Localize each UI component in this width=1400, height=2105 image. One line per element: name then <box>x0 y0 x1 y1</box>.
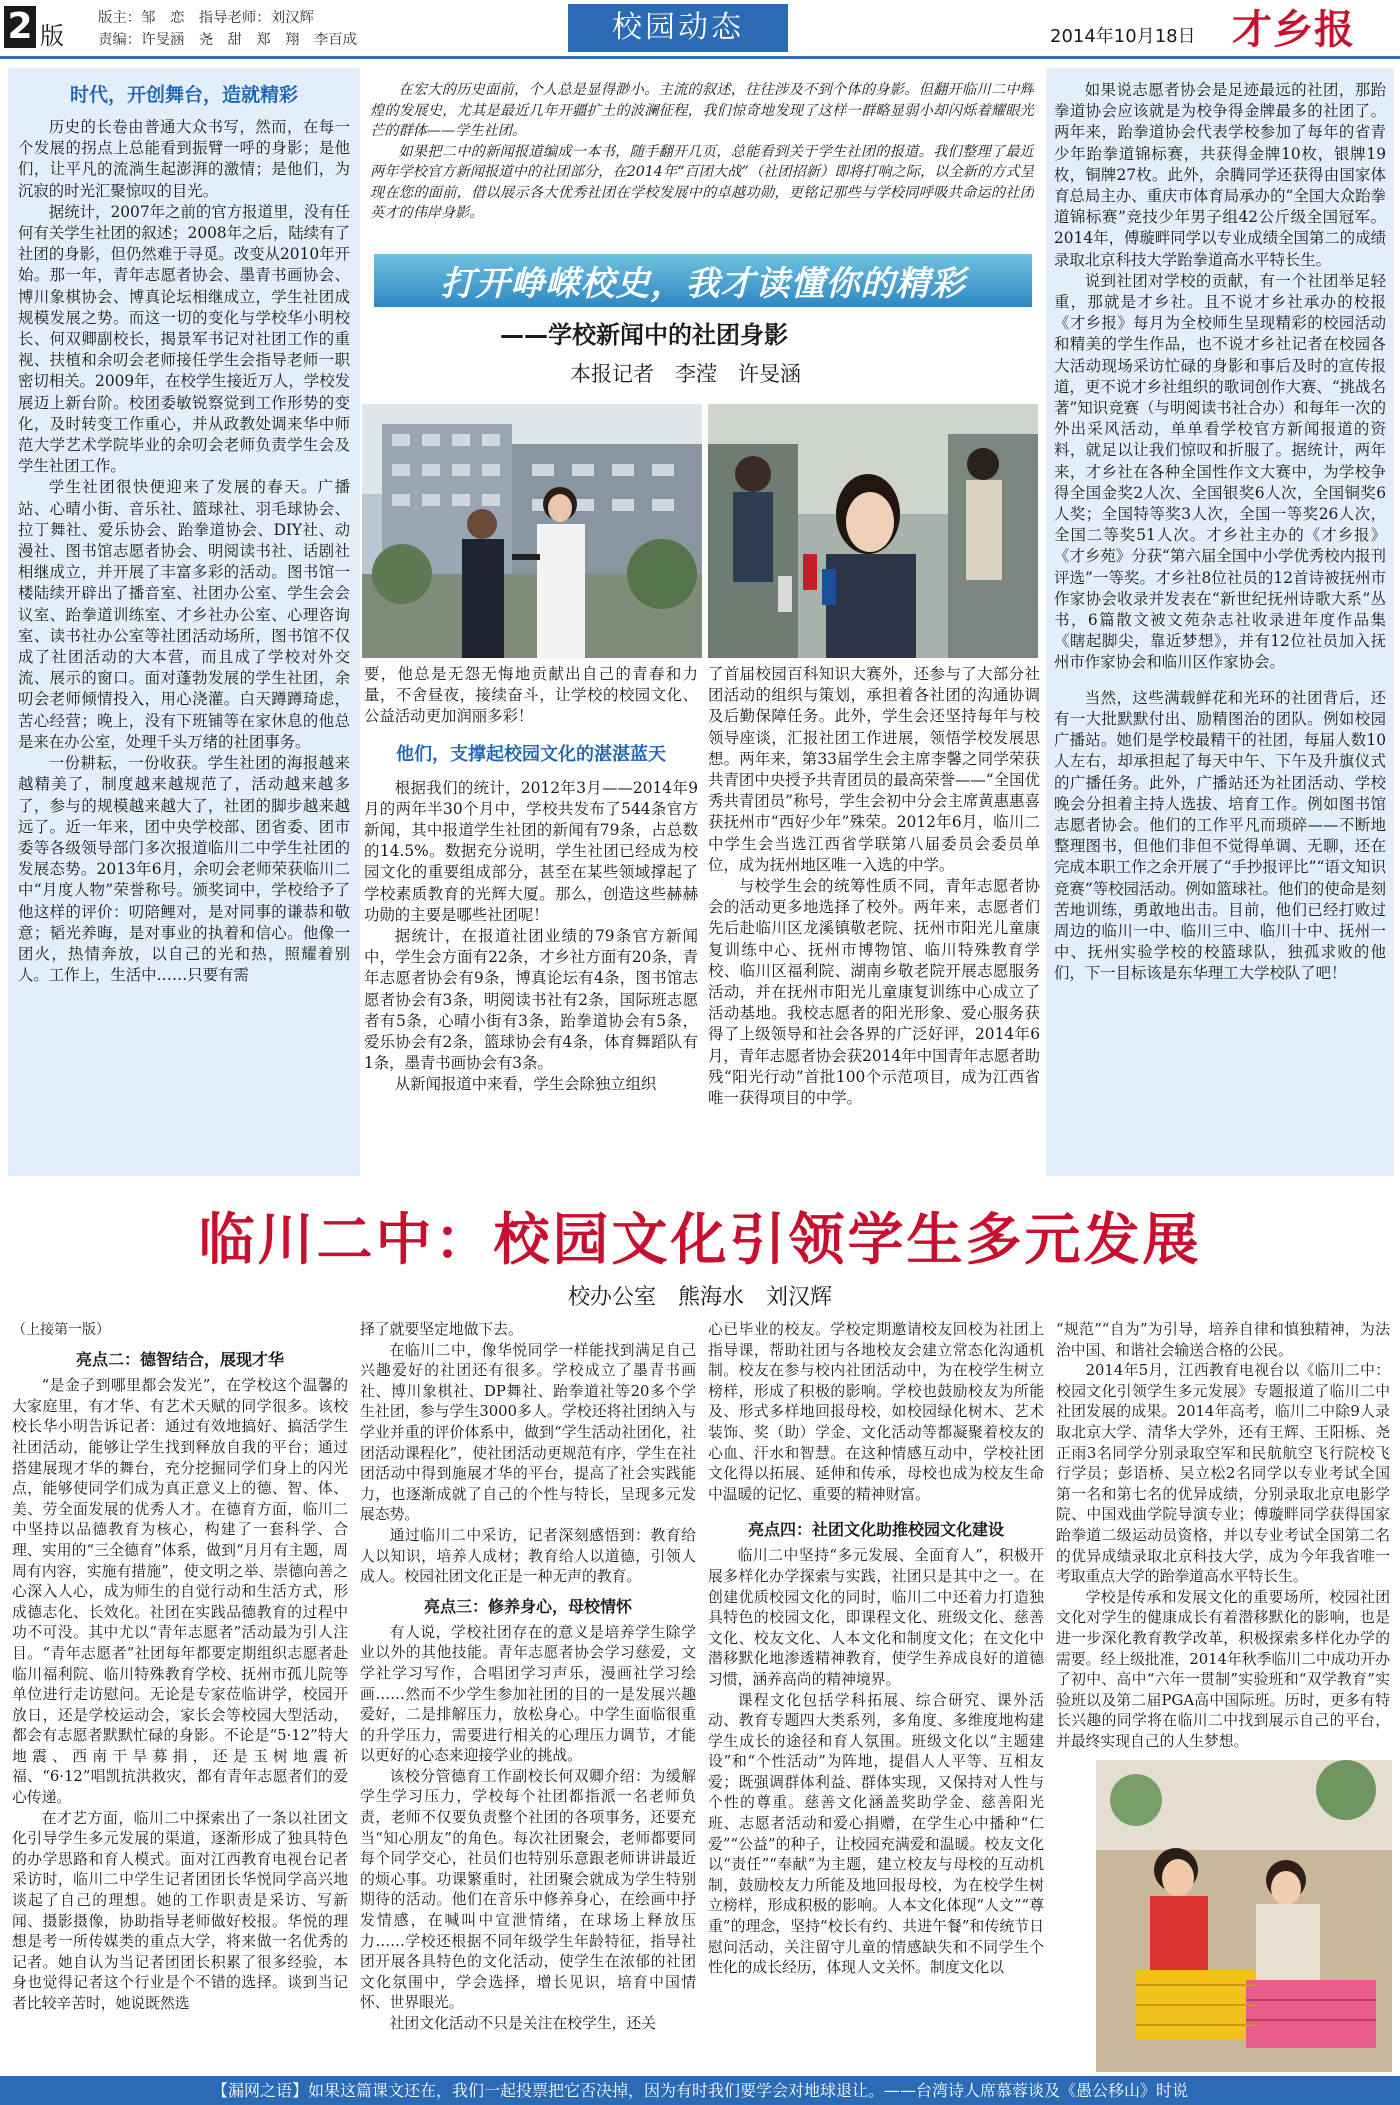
left-para-3: 学生社团很快便迎来了发展的春天。广播站、心晴小街、音乐社、篮球社、羽毛球协会、拉丁舞社、爱乐协会、跆拳道协会、DIY社、动漫社、图书馆志愿者协会、明阅读书社、话剧社相继成立，并开展了丰富多彩的活动。图书馆一楼陆续开辟出了播音室、社团办公室、学生会会议室、跆拳道训练室、才乡社办公室、心理咨询室、读书社办公室等社团活动场所，图书馆不仅成了社团活动的大本营，而且成了学校对外交流、展示的窗口。面对蓬勃发展的学生社团，余叨会老师倾情投入，用心浇灌。白天蹲蹲琦虑，苦心经营；晚上，没有下班铺等在家休息的他总是来在办公室，处理千头万绪的社团事务。 <box>18 478 350 751</box>
bottom-col2-para-2: 在临川二中，像华悦同学一样能找到满足自己兴趣爱好的社团还有很多。学校成立了墨青书画社、博川象棋社、DP舞社、跆拳道社等20多个学生社团，参与学生3000多人。学校还将社团纳入与学业并重的评价体系中，做到“学生活动社团化，社团活动课程化”，使社团活动更规范有序，学生在社团活动中得到施展才华的平台，提高了社会实践能力，也逐渐成就了自己的个性与特长，呈现多元发展态势。 <box>360 1341 696 1524</box>
page-number: 2 <box>4 6 36 48</box>
left-para-2: 据统计，2007年之前的官方报道里，没有任何有关学生社团的叙述；2008年之后，陆续有了社团的身影，但仍然难于寻觅。改变从2010年开始。那一年，青年志愿者协会、墨青书画协会、博川象棋协会、博真论坛相继成立，学生社团成规模发展之势。而这一切的变化与学校华小明校长、何双卿副校长，揭景军书记对社团工作的重视、扶植和余叨会老师接任学生会指导老师一职密切相关。2009年，在校学生接近万人，学校发展迈上新台阶。校团委敏锐察觉到工作形势的变化，及时转变工作重心，并从政教处调来华中师范大学艺术学院毕业的余叨会老师负责学生会及学生社团工作。 <box>18 202 350 476</box>
center-a-para-2: 根据我们的统计，2012年3月——2014年9月的两年半30个月中，学校共发布了544条官方新闻，其中报道学生社团的新闻有79条，占总数的14.5%。数据充分说明，学生社团已经成为校园文化的重要组成部分，甚至在某些领域撑起了学校素质教育的光辉大厦。那么，创造这些赫赫功勋的主要是哪些社团呢！ <box>364 778 698 924</box>
footer-quote: 【漏网之语】如果这篇课文还在，我们一起投票把它否决掉，因为有时我们要学会对地球退让。——台湾诗人席慕蓉谈及《愚公移山》时说 <box>0 2076 1400 2105</box>
bottom-col3-para-1: 心已毕业的校友。学校定期邀请校友回校为社团上指导课，帮助社团与各地校友会建立常态化沟通机制。校友在参与校内社团活动中，为在校学生树立榜样，形成了积极的影响。学校也鼓励校友为所能及、形式多样地回报母校，如校园绿化树木、艺术装饰、奖（助）学金、文化活动等都凝聚着校友的心血、汗水和智慧。在这种情感互动中，学校社团文化得以拓展、延伸和传承，母校也成为校友生命中温暖的记忆、重要的精神财富。 <box>708 1321 1044 1503</box>
editors-line-1: 版主：邹 恋 指导老师：刘汉辉 <box>98 10 314 26</box>
header-rule <box>0 56 1400 59</box>
center-a-title: 他们，支撑起校园文化的湛湛蓝天 <box>396 743 666 765</box>
photo-interview-microphones <box>708 404 1038 658</box>
left-column <box>18 74 350 1172</box>
center-a-para-1: 要，他总是无怨无悔地贡献出自己的青春和力量，不舍昼夜，接续奋斗，让学校的校园文化、公益活动更加润丽多彩！ <box>364 665 698 726</box>
intro-para-1: 在宏大的历史面前，个人总是显得渺小。主流的叙述，往往涉及不到个体的身影。但翻开临川二中辉煌的发展史，尤其是最近几年开疆扩土的波澜征程，我们惊奇地发现了这样一群略显弱小却闪烁着耀眼光芒的群体——学生社团。 <box>370 82 1034 139</box>
center-a-para-4: 从新闻报道中来看，学生会除独立组织 <box>394 1075 657 1094</box>
bottom-col1-para-1: “是金子到哪里都会发光”，在学校这个温馨的大家庭里，有才华、有艺术天赋的同学很多。该校校长华小明告诉记者：通过有效地搞好、搞活学生社团活动，能够让学生找到释放自我的平台；通过搭建展现才华的舞台，充分挖掘同学们身上的闪光点，能够使同学们成为真正意义上的德、智、体、美、劳全面发展的优秀人才。在德育方面，临川二中坚持以品德教育为核心，构建了一套科学、合理、实用的“三全德育”体系，做到“月月有主题，周周有内容，实施有措施”，使文明之举、崇德向善之心深入人心，成为师生的自觉行动和生活方式，形成德志化、长效化。社团在实践品德教育的过程中功不可没。其中尤以“青年志愿者”活动最为引人注目。“青年志愿者”社团每年都要定期组织志愿者赴临川福利院、临川特殊教育学校、抚州市孤儿院等单位进行走访慰问。无论是专家莅临讲学，校园开放日，还是学校运动会，家长会等校园大型活动，都会有志愿者默默忙碌的身影。不论是“5·12”特大地震、西南干旱募捐，还是玉树地震祈福、“6·12”唱凯抗洪救灾，都有青年志愿者们的爱心传递。 <box>12 1377 348 1807</box>
bottom-col-2 <box>360 1320 696 2072</box>
main-story-byline: 校办公室 熊海水 刘汉辉 <box>567 1285 832 1310</box>
editors-line-2: 责编：许旻涵 尧 甜 郑 翔 李百成 <box>98 32 358 48</box>
right-para-1: 如果说志愿者协会是足迹最远的社团，那跆拳道协会应该就是为校争得金牌最多的社团了。两年来，跆拳道协会代表学校参加了每年的省青少年跆拳道锦标赛，共获得金牌10枚，银牌19枚，铜牌27枚。此外，余腾同学还获得由国家体育总局主办、重庆市体育局承办的“全国大众跆拳道锦标赛”竞技少年男子组42公斤级全国冠军。2014年，傅璇畔同学以专业成绩全国第二的成绩录取北京科技大学跆拳道高水平特长生。 <box>1054 81 1386 269</box>
feature-headline: 打开峥嵘校史，我才读懂你的精彩 <box>374 254 1032 307</box>
photo-interview-outdoor <box>362 404 702 658</box>
center-b-para-2: 与校学生会的统筹性质不同，青年志愿者协会的活动更多地选择了校外。两年来，志愿者们先后赴临川区龙溪镇敬老院、抚州市阳光儿童康复训练中心、抚州市博物馆、临川特殊教育学校、临川区福利院、湖南乡敬老院开展志愿服务活动，并在抚州市阳光儿童康复训练中心成立了活动基地。我校志愿者的阳光形象、爱心服务获得了上级领导和社会各界的广泛好评，2014年6月，青年志愿者协会获2014年中国青年志愿者助残“阳光行动”首批100个示范项目，成为江西省唯一获得项目的中学。 <box>708 877 1040 1108</box>
bottom-col2-para-6: 社团文化活动不只是关注在校学生，还关 <box>389 2015 656 2032</box>
left-para-1: 历史的长卷由普通大众书写，然而，在每一个发展的拐点上总能看到振臂一呼的身影；是他们，让平凡的流淌生起澎湃的激情；是他们，为沉寂的时光汇聚惊叹的目光。 <box>18 118 350 200</box>
photo-children-baskets <box>1096 1760 1392 2072</box>
bottom-col3-title: 亮点四：社团文化助推校园文化建设 <box>747 1520 1004 1540</box>
bottom-col1-para-2: 在才艺方面，临川二中探索出了一条以社团文化引导学生多元发展的渠道，逐渐形成了独具特色的办学思路和育人模式。面对江西教育电视台记者采访时，临川二中学生记者团团长华悦同学高兴地谈起了自己的理想。她的工作职责是采访、写新闻、摄影摄像，协助指导老师做好校报。华悦的理想是考一所传媒类的重点大学，将来做一名优秀的记者。她自认为当记者团团长积累了很多经验，本身也觉得记者这个行业是个不错的选择。谈到当记者比较辛苦时，她说既然选 <box>12 1809 348 2013</box>
bottom-col3-para-3: 课程文化包括学科拓展、综合研究、课外活动、教育专题四大类系列，多角度、多维度地构建学生成长的途径和育人氛围。班级文化以“主题建设”和“个性活动”为阵地，提倡人人平等、互相友爱；既强调群体利益、群体实现，又保持对人性与个性的尊重。慈善文化涵盖奖助学金、慈善阳光班、志愿者活动和爱心捐赠，在学生心中播种“仁爱”“公益”的种子，让校园充满爱和温暖。校友文化以“责任”“奉献”为主题，建立校友与母校的互动机制，鼓励校友力所能及地回报母校，为在校学生树立榜样，形成积极的影响。人本文化体现“人文”“尊重”的理念，坚持“校长有约、共进午餐”和传统节日慰问活动，关注留守儿童的情感缺失和不同学生个性化的成长经历，体现人文关怀。制度文化以 <box>708 1691 1044 1977</box>
left-column-title: 时代，开创舞台，造就精彩 <box>69 84 298 106</box>
bottom-col4-para-2: 2014年5月，江西教育电视台以《临川二中：校园文化引领学生多元发展》专题报道了临川二中社团发展的成果。2014年高考，临川二中除9人录取北京大学、清华大学外，还有王辉、王阳栎、尧正雨3名同学分别录取空军和民航航空飞行院校飞行学员；彭语桥、吴立松2名同学以专业考试全国第一名和第七名的优异成绩，分别录取北京电影学院、中国戏曲学院导演专业；傅璇畔同学获得国家跆拳道二级运动员资格，并以专业考试全国第二名的优异成绩录取北京科技大学，成为今年我省唯一考取重点大学的跆拳道高水平特长生。 <box>1056 1362 1390 1586</box>
bottom-col-1 <box>12 1320 348 2072</box>
center-col-a <box>364 664 698 1176</box>
page-unit: 版 <box>40 22 64 50</box>
bottom-col1-title: 亮点二：德智结合，展现才华 <box>75 1350 284 1370</box>
bottom-col4-para-1: “规范”“自为”为引导，培养自律和慎独精神，为法治中国、和谐社会输送合格的公民。 <box>1056 1321 1390 1359</box>
bottom-col2-para-4: 有人说，学校社团存在的意义是培养学生除学业以外的其他技能。青年志愿者协会学习慈爱，文学社学习写作，合唱团学习声乐，漫画社学习绘画……然而不少学生参加社团的目的一是发展兴趣爱好，二是排解压力，放松身心。中学生面临很重的升学压力，需要进行相关的心理压力调节，才能以更好的心态来迎接学业的挑战。 <box>360 1623 696 1765</box>
issue-date: 2014年10月18日 <box>1050 26 1196 47</box>
bottom-col3-para-2: 临川二中坚持“多元发展、全面育人”，积极开展多样化办学探索与实践，社团只是其中之一。在创建优质校园文化的同时，临川二中还着力打造独具特色的校园文化，即课程文化、班级文化、慈善文化、校友文化、人本文化和制度文化；在文化中潜移默化地渗透精神教育，使学生养成良好的道德习惯，涵养高尚的精神境界。 <box>708 1547 1044 1688</box>
bottom-col-4 <box>1056 1320 1390 1758</box>
right-para-3: 当然，这些满载鲜花和光环的社团背后，还有一大批默默付出、励精图治的团队。例如校园广播站。她们是学校最精干的社团，每届人数10人左右，却承担起了每天中午、下午及升旗仪式的广播任务。此外，广播站还为社团活动、学校晚会分担着主持人选拔、培育工作。例如图书馆志愿者协会。他们的工作平凡而琐碎——不断地整理图书，但他们非但不觉得单调、无聊，还在完成本职工作之余开展了“手抄报评比”“语文知识竞赛”等校园活动。例如篮球社。他们的使命是刻苦地训练，勇敢地出击。目前，他们已经打败过周边的临川一中、临川三中、临川十中、抚州一中、抚州实验学校的校篮球队，独孤求败的他们，下一目标该是东华理工大学校队了吧！ <box>1054 688 1386 983</box>
right-para-2: 说到社团对学校的贡献，有一个社团举足轻重，那就是才乡社。且不说才乡社承办的校报《才乡报》每月为全校师生呈现精彩的校园活动和精美的学生作品，也不说才乡社记者在校园各大活动现场采访忙碌的身影和事后及时的宣传报道，更不说才乡社组织的歌词创作大赛、“挑战名著”知识竞赛（与明阅读书社合办）和每年一次的外出采风活动，单单看学校官方新闻报道的资料，就足以让我们惊叹和折服了。据统计，两年来，才乡社在各种全国性作文大赛中，为学校争得全国金奖2人次、全国银奖6人次，全国铜奖6人奖；全国特等奖3人次，全国一等奖26人次，全国二等奖51人次。才乡社主办的《才乡报》《才乡苑》分获“第六届全国中小学优秀校内报刊评选”一等奖。才乡社8位社员的12首诗被抚州市作家协会收录并发表在“新世纪抚州诗歌大系”丛书，6篇散文被文苑杂志社收录进年度作品集《瞎起脚尖，靠近梦想》，并有12位社员加入抚州市作家协会和临川区作家协会。 <box>1054 271 1386 672</box>
bottom-col2-para-3: 通过临川二中采访，记者深刻感悟到：教育给人以知识，培养人成材；教育给人以道德，引领人成人。校园社团文化正是一种无声的教育。 <box>360 1526 696 1586</box>
continued-note: （上接第一版） <box>12 1322 110 1338</box>
center-intro <box>370 80 1034 248</box>
bottom-col2-para-5: 该校分管德育工作副校长何双卿介绍：为缓解学生学习压力，学校每个社团都指派一名老师负责，老师不仅要负责整个社团的各项事务，还要充当“知心朋友”的角色。每次社团聚会，老师都要同每个同学交心，社员们也特别乐意跟老师讲讲最近的烦心事。功课繁重时，社团聚会就成为学生特别期待的活动。他们在音乐中修养身心，在绘画中抒发情感，在喊叫中宣泄情绪，在球场上释放压力……学校还根据不同年级学生年龄特征，指导社团开展各具特色的文化活动，使学生在浓郁的社团文化氛围中，学会选择，增长见识，培育中国情怀、世界眼光。 <box>360 1767 696 2012</box>
left-para-4: 一份耕耘，一份收获。学生社团的海报越来越精美了，制度越来越规范了，活动越来越多了，参与的规模越来越大了，社团的脚步越来越远了。近一年来，团中央学校部、团省委、团市委等各级领导部门多次报道临川二中学生社团的发展态势。2013年6月，余叨会老师荣获临川二中“月度人物”荣誉称号。颁奖词中，学校给予了他这样的评价：叨陪鲤对，是对同事的谦恭和敬意；韬光养晦，是对事业的执着和信心。他像一团火，热情奔放，以自己的光和热，照耀着别人。工作上，生活中……只要有需 <box>18 754 350 985</box>
masthead: 才乡报 <box>1232 6 1355 53</box>
bottom-col2-para-1: 择了就要坚定地做下去。 <box>360 1321 523 1338</box>
section-banner: 校园动态 <box>568 4 788 52</box>
bottom-col2-title: 亮点三：修养身心，母校情怀 <box>423 1596 632 1616</box>
bottom-col-3 <box>708 1320 1044 2072</box>
feature-byline: 本报记者 李滢 许旻涵 <box>570 362 801 386</box>
center-b-para-1: 了首届校园百科知识大赛外，还参与了大部分社团活动的组织与策划，承担着各社团的沟通协调及后勤保障任务。此外，学生会还坚持每年与校领导座谈，汇报社团工作进展，领悟学校发展思想。两年来，第33届学生会主席李馨之同学荣获共青团中央授予共青团员的最高荣誉——“全国优秀共青团员”称号，学生会初中分会主席黄惠惠喜获抚州市“西好少年”殊荣。2012年6月，临川二中学生会当选江西省学联第八届委员会委员单位，成为抚州地区唯一入选的中学。 <box>708 665 1040 874</box>
right-column <box>1054 80 1386 1172</box>
center-a-para-3: 据统计，在报道社团业绩的79条官方新闻中，学生会方面有22条，才乡社方面有20条，青年志愿者协会有9条，博真论坛有4条，图书馆志愿者协会有3条，明阅读书社有2条，国际班志愿者有5条，心晴小街有3条，跆拳道协会有5条，爱乐协会有2条，篮球协会有4条，体育舞蹈队有1条，墨青书画协会有3条。 <box>364 927 698 1073</box>
bottom-col4-para-3: 学校是传承和发展文化的重要场所，校园社团文化对学生的健康成长有着潜移默化的影响，也是进一步深化教育教学改革，积极探索多样化办学的需要。经上级批准，2014年秋季临川二中成功开办了初中、高中“六年一贯制”实验班和“双学教育”实验班以及第二届PGA高中国际班。历时，更多有特长兴趣的同学将在临川二中找到展示自己的平台，并最终实现自己的人生梦想。 <box>1056 1588 1390 1750</box>
main-story-headline: 临川二中：校园文化引领学生多元发展 <box>198 1208 1202 1273</box>
intro-para-2: 如果把二中的新闻报道编成一本书，随手翻开几页，总能看到关于学生社团的报道。我们整理了最近两年学校官方新闻报道中的社团部分，在2014年“百团大战”（社团招新）即将打响之际，以全新的方式呈现在您的面前，借以展示各大优秀社团在学校发展中的卓越功勋，更铭记那些与学校同呼吸共命运的社团英才的伟岸身影。 <box>370 143 1034 221</box>
center-col-b <box>708 664 1040 1176</box>
feature-subhead: ——学校新闻中的社团身影 <box>500 321 788 349</box>
